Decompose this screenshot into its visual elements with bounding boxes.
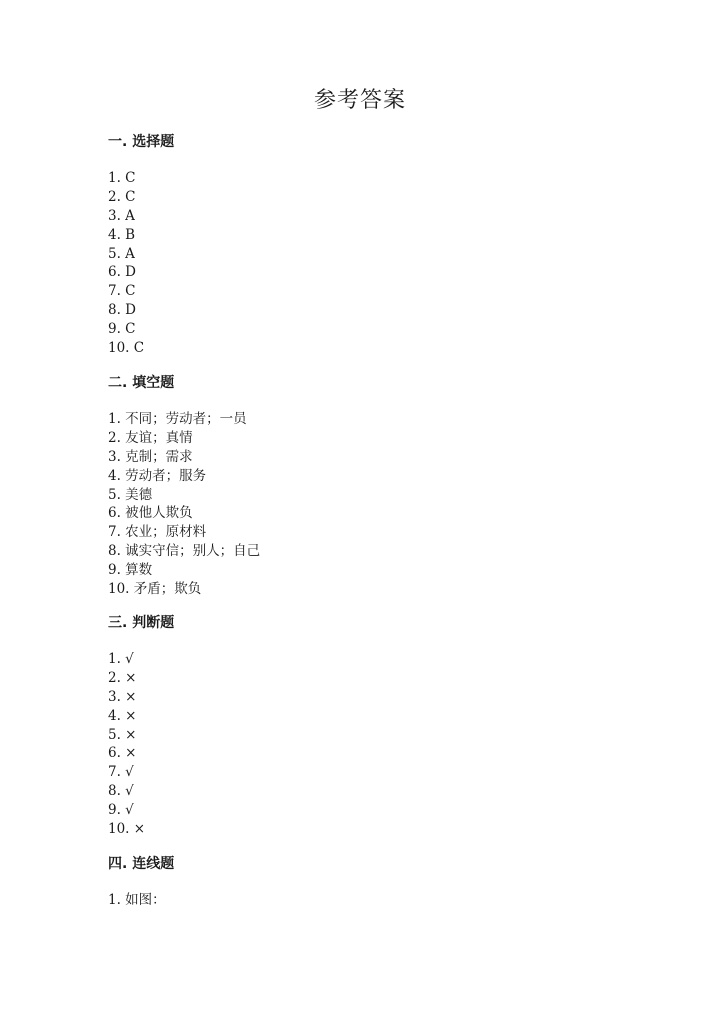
answer-item: 4. × — [108, 707, 137, 724]
section-multiple-choice — [108, 132, 668, 358]
section-heading: 二. 填空题 — [108, 375, 175, 391]
answer-list — [108, 410, 668, 599]
answer-item: 3. A — [108, 207, 135, 224]
answer-item: 5. 美德 — [108, 486, 153, 503]
answer-item: 4. 劳动者；服务 — [108, 467, 207, 484]
section-heading: 一. 选择题 — [108, 134, 175, 150]
answer-item: 9. C — [108, 321, 136, 338]
answer-list — [108, 650, 668, 839]
answer-item: 7. √ — [108, 764, 134, 781]
answer-item: 1. √ — [108, 651, 134, 667]
answer-item: 3. 克制；需求 — [108, 448, 193, 465]
answer-list — [108, 169, 668, 358]
section-matching — [108, 854, 668, 910]
answer-item: 2. × — [108, 669, 137, 686]
answer-list — [108, 891, 668, 910]
section-heading: 三. 判断题 — [108, 615, 175, 631]
answer-item: 10. × — [108, 821, 146, 838]
answer-item: 1. 如图： — [108, 892, 166, 908]
answer-item: 4. B — [108, 226, 136, 243]
answer-item: 10. 矛盾；欺负 — [108, 581, 202, 598]
answer-item: 3. × — [108, 688, 137, 705]
answer-item: 2. 友谊；真情 — [108, 429, 193, 446]
answer-item: 5. × — [108, 726, 137, 743]
answer-item: 8. √ — [108, 783, 134, 800]
page-title: 参考答案 — [313, 88, 406, 113]
answer-item: 5. A — [108, 245, 135, 262]
section-true-false — [108, 613, 668, 839]
answer-item: 8. 诚实守信；别人；自己 — [108, 543, 261, 560]
answer-item: 7. C — [108, 283, 136, 300]
answer-item: 1. 不同；劳动者；一员 — [108, 411, 247, 427]
answer-item: 6. D — [108, 264, 136, 281]
section-heading: 四. 连线题 — [108, 856, 175, 872]
answer-item: 8. D — [108, 302, 136, 319]
answer-item: 6. 被他人欺负 — [108, 505, 193, 522]
answer-item: 6. × — [108, 745, 137, 762]
answer-item: 9. √ — [108, 802, 134, 819]
answer-item: 7. 农业；原材料 — [108, 524, 207, 541]
answer-item: 2. C — [108, 188, 136, 205]
answer-item: 9. 算数 — [108, 562, 153, 579]
section-fill-in-blank — [108, 373, 668, 599]
answer-item: 1. C — [108, 170, 136, 186]
answer-item: 10. C — [108, 340, 145, 357]
